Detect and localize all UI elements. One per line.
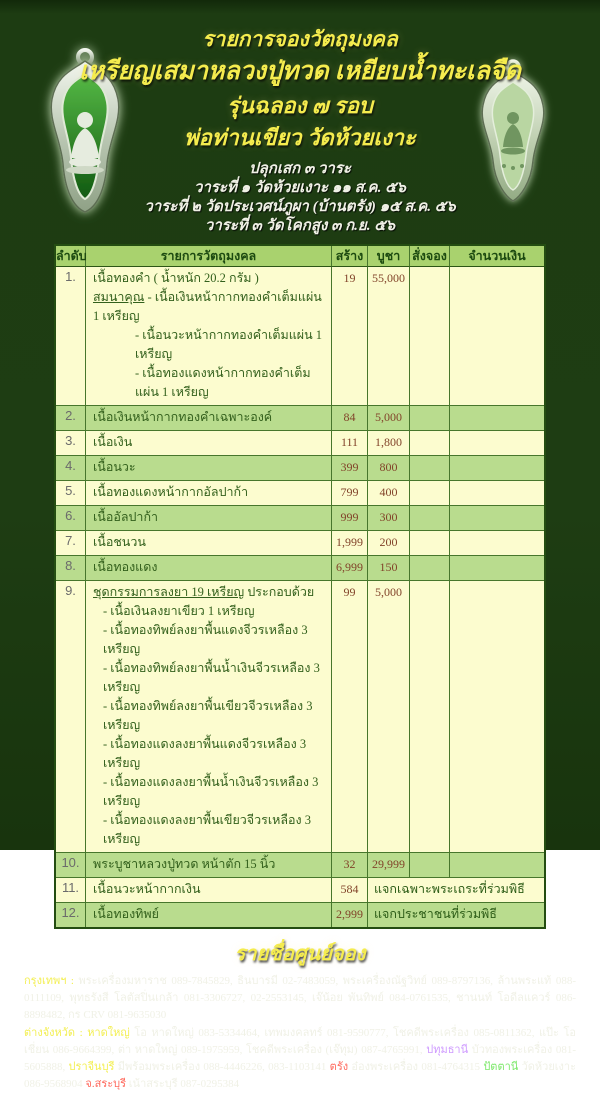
row-amount: [450, 481, 544, 505]
row-item: [86, 556, 332, 580]
row-number: 7.: [56, 531, 86, 555]
poster-header: [0, 0, 600, 236]
contact-segment: บัวทองพระเครื่อง 081-5605888,: [24, 1044, 576, 1073]
item-line: เนื้อทองทิพย์: [93, 907, 159, 921]
row-distribution-note: แจกประชาชนที่ร่วมพิธี: [374, 907, 497, 921]
item-line: เนื้อนวะ: [93, 460, 136, 474]
row-order-qty: [410, 531, 450, 555]
header-order-no: ลำดับ: [56, 246, 86, 267]
table-row: [56, 853, 544, 878]
row-made-count: 19: [332, 267, 368, 405]
row-order-qty: [410, 581, 450, 852]
row-made-count: 99: [332, 581, 368, 852]
row-order-qty: [410, 481, 450, 505]
row-made-count: 6,999: [332, 556, 368, 580]
row-number: 8.: [56, 556, 86, 580]
row-price: 800: [368, 456, 410, 480]
table-row: [56, 556, 544, 581]
item-line: เนื้อทองแดงหน้ากากอัลปาก้า: [93, 485, 249, 499]
item-line: ชุดกรรมการลงยา 19 เหรียญ ประกอบด้วย: [93, 585, 315, 599]
table-row: [56, 481, 544, 506]
row-item: [86, 267, 332, 405]
contact-segment: อ๋องพระเครื่อง 081-4764315: [348, 1061, 484, 1073]
consecration-line-3: วาระที่ ๒ วัดประเวศน์ภูผา (บ้านตรัง) ๑๕ ส.ค. ๕๖: [144, 199, 456, 215]
row-number: 5.: [56, 481, 86, 505]
row-order-qty: [410, 267, 450, 405]
row-amount: [450, 506, 544, 530]
row-number: 9.: [56, 581, 86, 852]
row-order-qty: [410, 456, 450, 480]
item-line: - เนื้อทองแดงหน้ากากทองคำเต็มแผ่น 1 เหรียญ: [135, 366, 311, 399]
contact-paragraph: [24, 973, 576, 1024]
row-number: 2.: [56, 406, 86, 430]
row-amount: [450, 406, 544, 430]
row-item: [86, 506, 332, 530]
item-line: เนื้อทองคำ ( น้ำหนัก 20.2 กรัม ): [93, 271, 259, 285]
row-item: [86, 531, 332, 555]
item-line: เนื้อทองแดง: [93, 560, 158, 574]
poster-title-line-2: เหรียญเสมาหลวงปู่ทวด เหยียบน้ำทะเลจืด: [79, 58, 521, 85]
row-made-count: 999: [332, 506, 368, 530]
row-made-count: 2,999: [332, 903, 368, 927]
item-line: - เนื้อทองแดงลงยาพื้นน้ำเงินจีวรเหลือง 3 เหรียญ: [103, 775, 319, 808]
consecration-schedule: [0, 160, 600, 236]
row-number: 6.: [56, 506, 86, 530]
item-line: เนื้อเงินหน้ากากทองคำเฉพาะองค์: [93, 410, 273, 424]
item-underlined-label: ชุดกรรมการลงยา 19 เหรียญ: [93, 585, 245, 599]
row-item: [86, 406, 332, 430]
contact-segment: หาดใหญ่: [87, 1027, 130, 1039]
row-order-qty: [410, 853, 450, 877]
row-item: [86, 481, 332, 505]
item-line: เนื้อนวะหน้ากากเงิน: [93, 882, 201, 896]
order-table-body: [56, 267, 544, 927]
row-number: 3.: [56, 431, 86, 455]
contact-segment: มีพร้อมพระเครื่อง 088-4446226, 083-1103141: [114, 1061, 330, 1073]
item-line: - เนื้อทองแดงลงยาพื้นแดงจีวรเหลือง 3 เหรียญ: [103, 737, 307, 770]
header-made-count: สร้าง: [332, 246, 368, 267]
row-order-qty: [410, 406, 450, 430]
item-line: พระบูชาหลวงปู่ทวด หน้าตัก 15 นิ้ว: [93, 857, 276, 871]
row-made-count: 799: [332, 481, 368, 505]
contact-segment: วัดห้วยเงาะ 086-9568904: [24, 1061, 576, 1090]
row-amount: [450, 267, 544, 405]
row-price: 29,999: [368, 853, 410, 877]
row-order-qty: [410, 506, 450, 530]
row-amount: [450, 556, 544, 580]
item-line: - เนื้อทองทิพย์ลงยาพื้นน้ำเงินจีวรเหลือง 3 เหรียญ: [103, 661, 320, 694]
row-amount: [450, 456, 544, 480]
row-number: 12.: [56, 903, 86, 927]
row-price: 400: [368, 481, 410, 505]
table-row: [56, 531, 544, 556]
row-amount: [450, 853, 544, 877]
row-distribution-note: แจกเฉพาะพระเถระที่ร่วมพิธี: [374, 882, 525, 896]
contact-segment: ต่างจังหวัด :: [24, 1027, 88, 1039]
contact-segment: เน้าสระบุรี 087-0295384: [126, 1078, 240, 1090]
header-order-qty: สั่งจอง: [410, 246, 450, 267]
row-item: [86, 581, 332, 852]
table-row: [56, 267, 544, 406]
row-item: [86, 853, 332, 877]
poster-title-line-1: รายการจองวัตถุมงคล: [202, 27, 398, 51]
row-amount: [450, 531, 544, 555]
consecration-line-1: ปลุกเสก ๓ วาระ: [249, 161, 351, 177]
row-made-count: 1,999: [332, 531, 368, 555]
contact-segment: จ.สระบุรี: [85, 1078, 127, 1090]
contact-paragraph: [24, 1025, 576, 1093]
table-row: [56, 903, 544, 927]
row-made-count: 111: [332, 431, 368, 455]
booking-centers-text: [24, 973, 576, 1093]
row-item: [86, 456, 332, 480]
header-amount: จำนวนเงิน: [450, 246, 544, 267]
order-table-header: [56, 246, 544, 267]
row-made-count: 399: [332, 456, 368, 480]
table-row: [56, 878, 544, 903]
header-price: บูชา: [368, 246, 410, 267]
row-price: 150: [368, 556, 410, 580]
contact-segment: พระเครื่องมหาราช 089-7845829, ธินบารมี 02-7483059, พระเครื่องณัฐวิทย์ 089-8797136, ล้านพระแท้ 088-0111109, พุทธรังสี โลตัสปิ่นเกล้า 081-3306727, 02-2553145, เจ๊น้อย พันทิพย์ 084-0761535, ชานนท์ โอดีลแควร์ 086-8898482, กร CRV 081-9635030: [24, 975, 577, 1021]
item-line: - เนื้อทองแดงลงยาพื้นเขียวจีวรเหลือง 3 เหรียญ: [103, 813, 312, 846]
contact-segment: กรุงเทพฯ :: [24, 975, 79, 987]
row-made-count: 584: [332, 878, 368, 902]
row-item: [86, 878, 332, 902]
table-row: [56, 456, 544, 481]
table-row: [56, 431, 544, 456]
row-price: 5,000: [368, 581, 410, 852]
contact-segment: ปราจีนบุรี: [68, 1061, 115, 1073]
row-order-qty: [410, 431, 450, 455]
row-price: 200: [368, 531, 410, 555]
item-line: - เนื้อเงินลงยาเขียว 1 เหรียญ: [103, 604, 255, 618]
header-item: รายการวัตถุมงคล: [86, 246, 332, 267]
row-item: [86, 431, 332, 455]
row-price: 1,800: [368, 431, 410, 455]
order-table: [54, 244, 546, 929]
row-number: 10.: [56, 853, 86, 877]
poster-title-line-4: พ่อท่านเขียว วัดห้วยเงาะ: [184, 125, 416, 150]
item-line: เนื้ออัลปาก้า: [93, 510, 159, 524]
contact-segment: โอ หาดใหญ่ 083-5334464, เทพมงคลทร์ 081-9590777, โชคดีพระเครื่อง 085-0811362, แป๊ะ โอเชี่ยน 086-9664399, ต่า หาดใหญ่ 089-1975959, โชคดีพระเครื่อง (เจ๊ทุม) 087-4765991,: [24, 1027, 576, 1056]
item-line: - เนื้อทองทิพย์ลงยาพื้นเขียวจีวรเหลือง 3 เหรียญ: [103, 699, 313, 732]
item-line: - เนื้อทองทิพย์ลงยาพื้นแดงจีวรเหลือง 3 เหรียญ: [103, 623, 308, 656]
row-made-count: 32: [332, 853, 368, 877]
contact-segment: ปัตตานี: [483, 1061, 519, 1073]
row-amount: [450, 581, 544, 852]
row-amount: [450, 431, 544, 455]
item-line: เนื้อเงิน: [93, 435, 133, 449]
row-order-qty: [410, 556, 450, 580]
table-row: [56, 581, 544, 853]
row-price: 5,000: [368, 406, 410, 430]
row-number: 1.: [56, 267, 86, 405]
row-made-count: 84: [332, 406, 368, 430]
contact-segment: ปทุมธานี: [426, 1044, 469, 1056]
consecration-line-4: วาระที่ ๓ วัดโคกสูง ๓ ก.ย. ๕๖: [204, 218, 396, 234]
item-line: - เนื้อนวะหน้ากากทองคำเต็มแผ่น 1 เหรียญ: [135, 328, 323, 361]
table-row: [56, 506, 544, 531]
booking-centers-title: รายชื่อศูนย์จอง: [234, 943, 366, 965]
item-line: สมนาคุณ - เนื้อเงินหน้ากากทองคำเต็มแผ่น 1 เหรียญ: [93, 290, 322, 323]
contact-segment: ตรัง: [329, 1061, 349, 1073]
consecration-line-2: วาระที่ ๑ วัดห้วยเงาะ ๑๑ ส.ค. ๕๖: [194, 180, 406, 196]
row-price: 300: [368, 506, 410, 530]
row-number: 4.: [56, 456, 86, 480]
row-price: 55,000: [368, 267, 410, 405]
table-row: [56, 406, 544, 431]
item-line: เนื้อชนวน: [93, 535, 146, 549]
poster-title-line-3: รุ่นฉลอง ๗ รอบ: [227, 93, 373, 118]
item-underlined-label: สมนาคุณ: [93, 290, 145, 304]
row-item: [86, 903, 332, 927]
row-number: 11.: [56, 878, 86, 902]
